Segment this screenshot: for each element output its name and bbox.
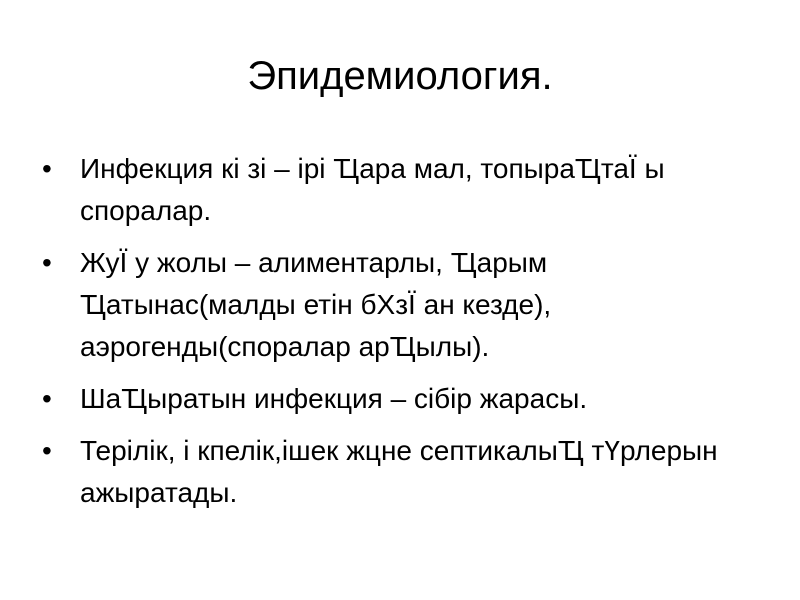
bullet-item: [40, 148, 740, 232]
slide-title: Эпидемиология.: [247, 54, 553, 98]
bullet-icon: •: [42, 247, 52, 278]
bullet-text: ЖуЇ у жолы – алиментарлы, Ҵарым Ҵатынас(малды етін бХзЇ ан кезде), аэрогенды(споралар арҴылы).: [80, 247, 552, 362]
bullet-item: [40, 242, 740, 368]
bullet-text: Терілік, і кпелік,ішек жцне септикалыҴ тҮрлерын ажыратады.: [80, 435, 718, 508]
bullet-list: [40, 148, 740, 524]
bullet-icon: •: [42, 383, 52, 414]
bullet-item: [40, 430, 740, 514]
bullet-icon: •: [42, 153, 52, 184]
bullet-item: [40, 378, 740, 420]
bullet-text: ШаҴыратын инфекция – сібір жарасы.: [80, 383, 588, 414]
bullet-text: Инфекция кі зі – ірі Ҵара мал, топыраҴтаЇ ы споралар.: [80, 153, 665, 226]
bullet-icon: •: [42, 435, 52, 466]
